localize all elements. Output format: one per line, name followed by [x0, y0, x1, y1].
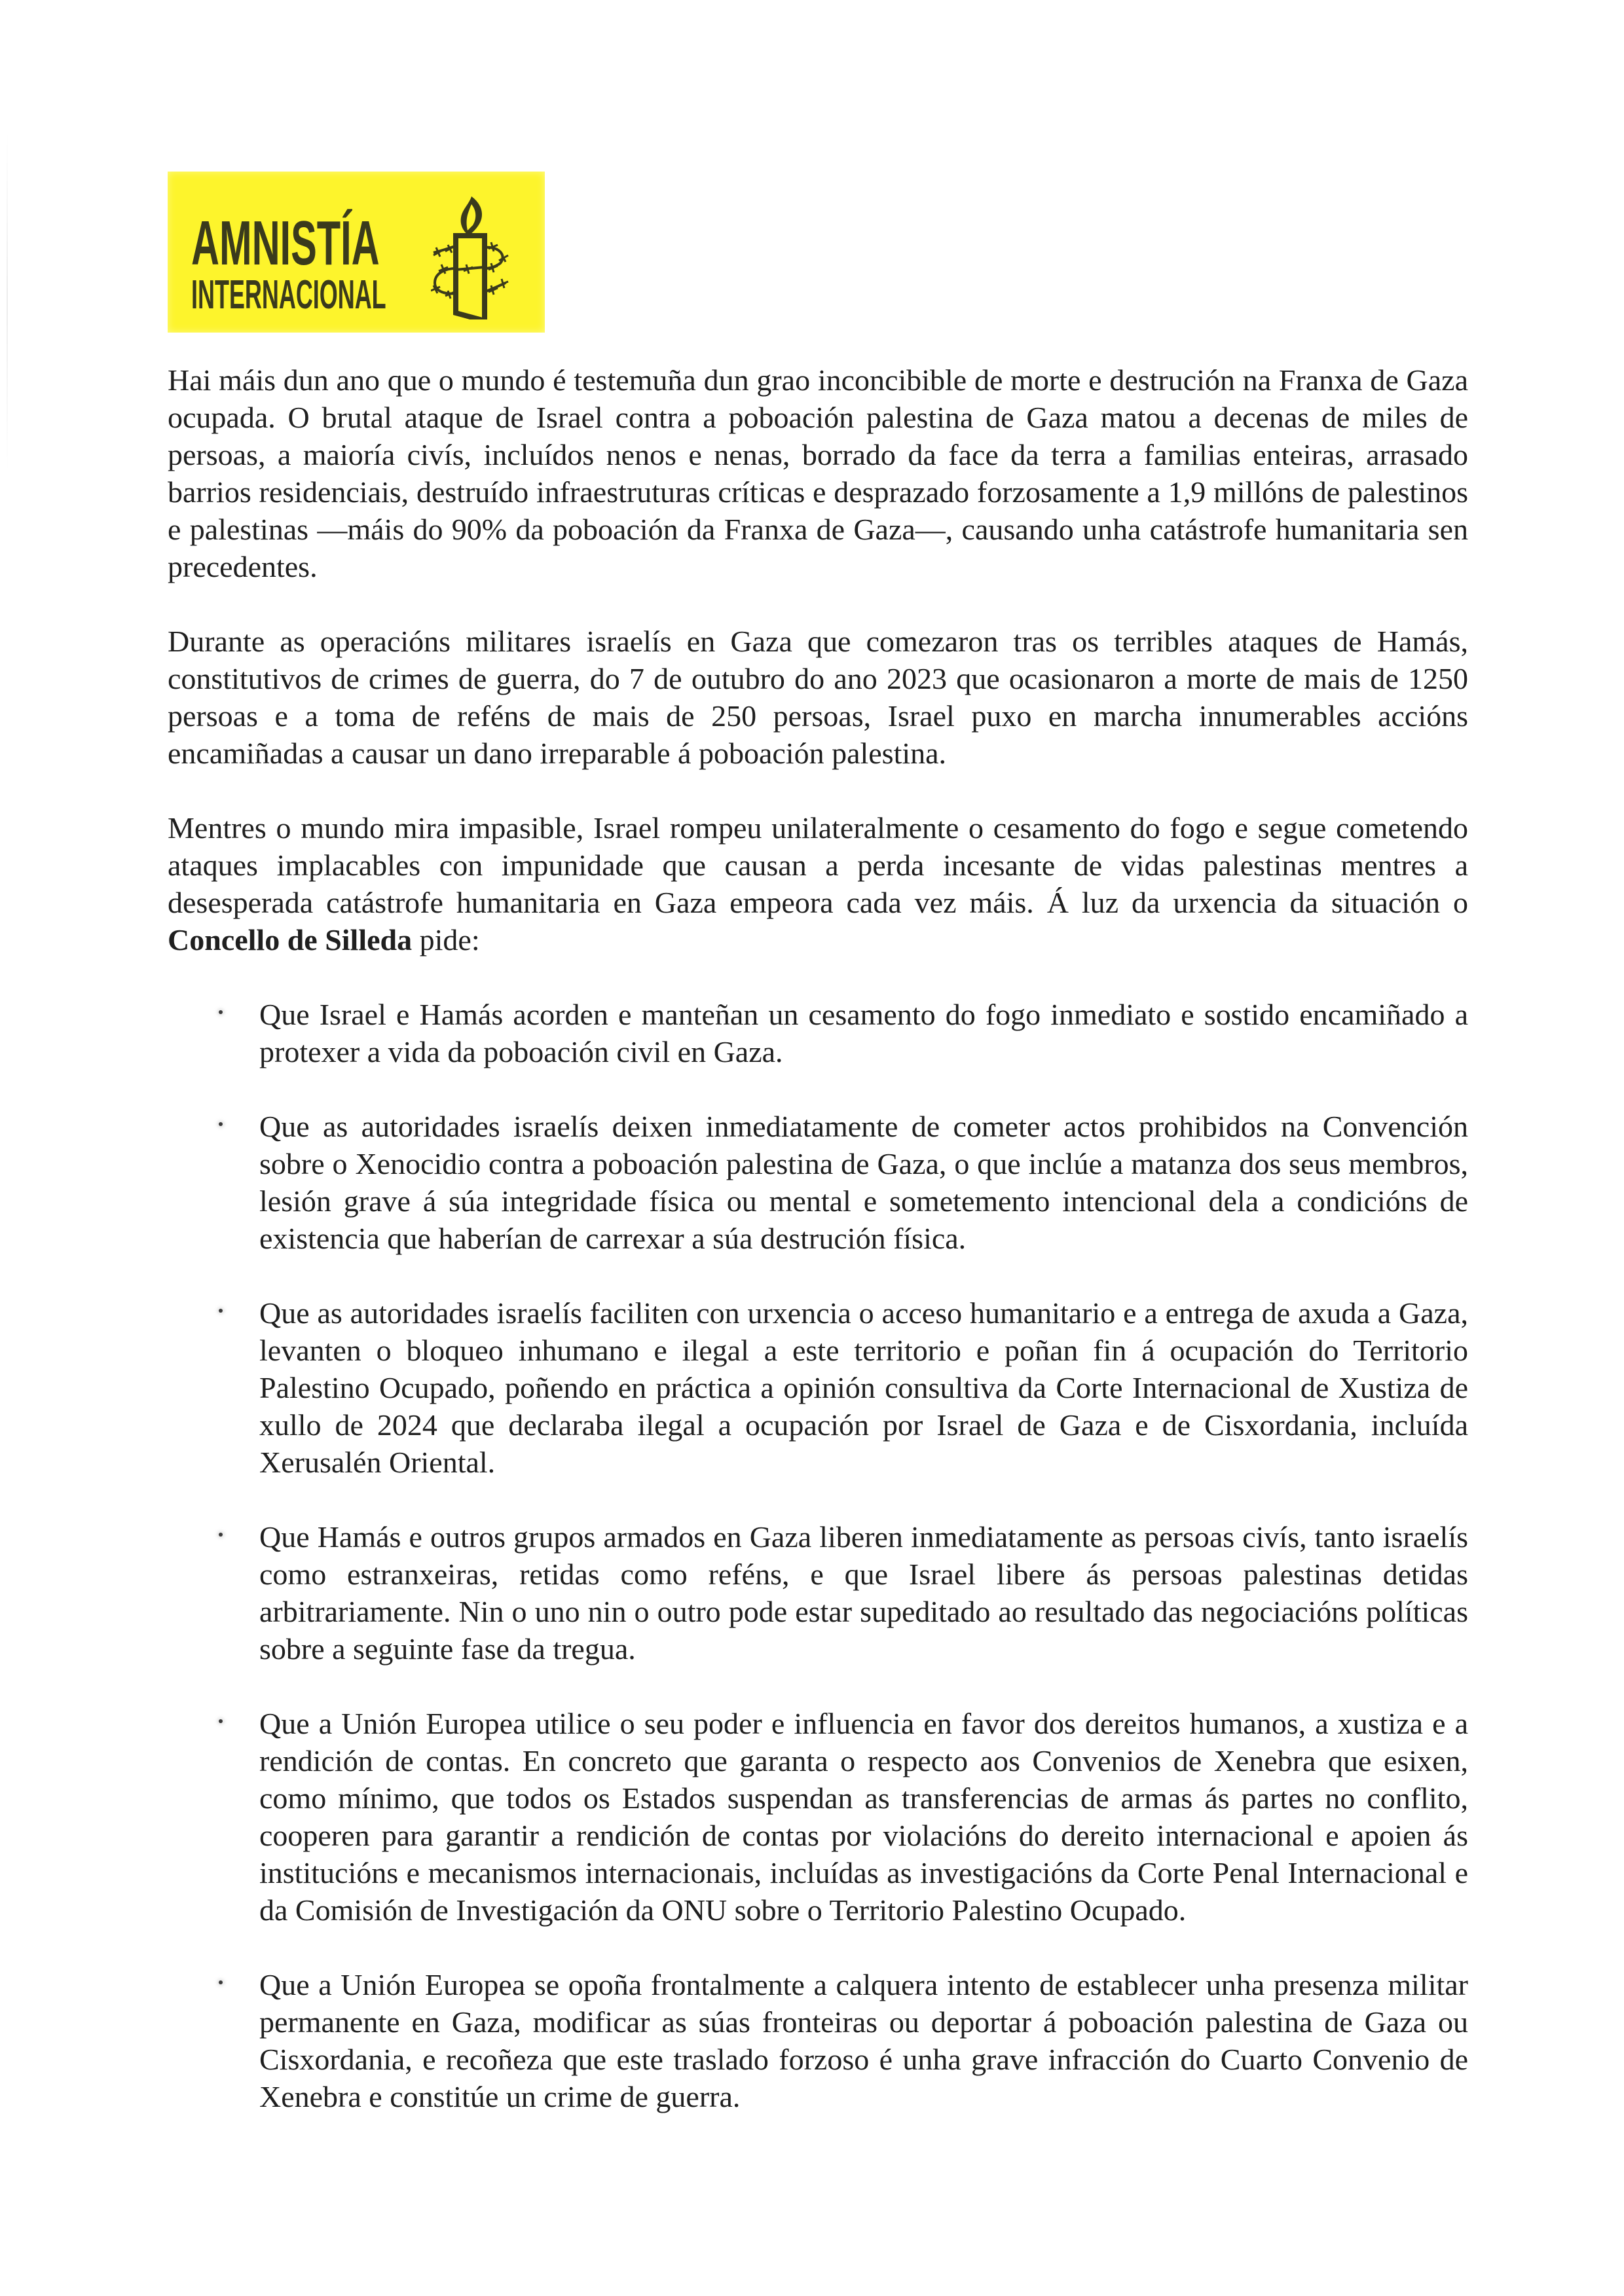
logo-line-internacional: INTERNACIONAL — [191, 272, 386, 318]
logo-line-amnistia: AMNISTÍA — [191, 208, 380, 278]
lead-text-end: pide: — [412, 923, 480, 957]
bullet-icon — [219, 1980, 223, 1984]
bullet-icon — [219, 1122, 223, 1126]
bullet-icon — [219, 1010, 223, 1014]
request-text: Que as autoridades israelís deixen inmediatamente de cometer actos prohibidos na Convención sobre o Xenocidio contra a poboación palestina de Gaza, o que inclúe a matanza dos seus membros, lesión grave á súa integridade física ou mental e sometemento intencional dela a condicións de existencia que haberían de carrexar a súa destrución física. — [259, 1110, 1468, 1255]
requests-list — [168, 996, 1468, 2115]
request-text: Que a Unión Europea se opoña frontalmente a calquera intento de establecer unha presenza militar permanente en Gaza, modificar as súas fronteiras ou deportar á poboación palestina de Gaza ou Cisxordania, e recoñeza que este traslado forzoso é unha grave infracción do Cuarto Convenio de Xenebra e constitúe un crime de guerra. — [259, 1968, 1468, 2113]
request-item — [168, 1518, 1468, 1667]
lead-text: Mentres o mundo mira impasible, Israel rompeu unilateralmente o cesamento do fogo e segue cometendo ataques implacables con impunidade que causan a perda incesante de vidas palestinas mentres a desesperada catástrofe humanitaria en Gaza empeora cada vez máis. Á luz da urxencia da situación o — [168, 811, 1468, 919]
candle-barbed-wire-icon — [431, 195, 509, 319]
council-name: Concello de Silleda — [168, 923, 413, 957]
context-paragraph: Durante as operacións militares israelís en Gaza que comezaron tras os terribles ataques de Hamás, constitutivos de crimes de guerra, do 7 de outubro do ano 2023 que ocasionaron a morte de mais de 1250 persoas e a toma de reféns de mais de 250 persoas, Israel puxo en marcha innumerables accións encamiñadas a causar un dano irreparable á poboación palestina. — [168, 625, 1468, 770]
bullet-icon — [219, 1309, 223, 1313]
document-body — [168, 361, 1468, 2153]
amnesty-international-logo — [168, 172, 545, 333]
bullet-icon — [219, 1719, 223, 1723]
request-text: Que Israel e Hamás acorden e manteñan un cesamento do fogo inmediato e sostido encamiñado a protexer a vida da poboación civil en Gaza. — [259, 998, 1468, 1068]
bullet-icon — [219, 1533, 223, 1537]
request-item — [168, 1705, 1468, 1929]
scan-edge-artifact — [7, 131, 8, 471]
request-text: Que as autoridades israelís faciliten con urxencia o acceso humanitario e a entrega de axuda a Gaza, levanten o bloqueo inhumano e ilegal a este territorio e poñan fin á ocupación do Territorio Palestino Ocupado, poñendo en práctica a opinión consultiva da Corte Internacional de Xustiza de xullo de 2024 que declaraba ilegal a ocupación por Israel de Gaza e de Cisxordania, incluída Xerusalén Oriental. — [259, 1296, 1468, 1479]
request-item — [168, 1294, 1468, 1481]
request-item — [168, 1108, 1468, 1257]
request-item — [168, 996, 1468, 1070]
request-item — [168, 1966, 1468, 2115]
request-text: Que Hamás e outros grupos armados en Gaza liberen inmediatamente as persoas civís, tanto israelís como estranxeiras, retidas como reféns, e que Israel libere ás persoas palestinas detidas arbitrariamente. Nin o uno nin o outro pode estar supeditado ao resultado das negociacións políticas sobre a seguinte fase da tregua. — [259, 1520, 1468, 1666]
intro-paragraph: Hai máis dun ano que o mundo é testemuña dun grao inconcibible de morte e destrución na Franxa de Gaza ocupada. O brutal ataque de Israel contra a poboación palestina de Gaza matou a decenas de miles de persoas, a maioría civís, incluídos nenos e nenas, borrado da face da terra a familias enteiras, arrasado barrios residenciais, destruído infraestruturas críticas e desprazado forzosamente a 1,9 millóns de palestinos e palestinas —máis do 90% da poboación da Franxa de Gaza—, causando unha catástrofe humanitaria sen precedentes. — [168, 363, 1468, 583]
request-text: Que a Unión Europea utilice o seu poder e influencia en favor dos dereitos humanos, a xustiza e a rendición de contas. En concreto que garanta o respecto aos Convenios de Xenebra que esixen, como mínimo, que todos os Estados suspendan as transferencias de armas ás partes no conflito, cooperen para garantir a rendición de contas por violacións do dereito internacional e apoien ás institucións e mecanismos internacionais, incluídas as investigacións da Corte Penal Internacional e da Comisión de Investigación da ONU sobre o Territorio Palestino Ocupado. — [259, 1707, 1468, 1927]
request-lead-paragraph — [168, 809, 1468, 958]
